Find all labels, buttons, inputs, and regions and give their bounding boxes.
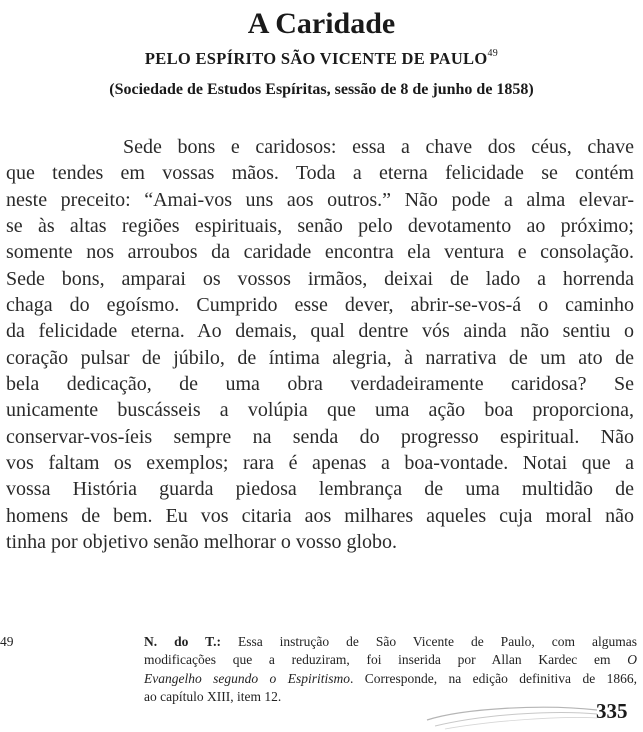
footnote-reference: 49	[487, 47, 499, 59]
body-line: bela dedicação, de uma obra verdadeiramente caridosa? Se	[6, 373, 634, 396]
body-line: chaga do egoísmo. Cumprido esse dever, abrir-se-vos-á o caminho	[6, 294, 634, 317]
body-line: Sede bons, amparai os vossos irmãos, deixai de lado a horrenda	[6, 267, 634, 290]
footnote-label: N. do T.:	[144, 634, 221, 649]
footnote-number: 49	[0, 634, 14, 649]
footnote-text: Essa instrução de São Vicente de Paulo, com algumas	[220, 634, 637, 649]
body-line: tinha por objetivo senão melhorar o vosso globo.	[6, 531, 398, 554]
session-note: (Sociedade de Estudos Espíritas, sessão de 8 de junho de 1858)	[109, 81, 534, 98]
footnote-line	[144, 670, 637, 688]
footnote-text: . Corresponde, na edição definitiva de 1866,	[349, 670, 637, 686]
footnote-book-title: Evangelho segundo o Espiritismo	[144, 670, 350, 686]
footnote-book-title: O	[627, 652, 637, 668]
body-line: coração pulsar de júbilo, de íntima alegria, à narrativa de um ato de	[6, 346, 634, 369]
footnote	[0, 633, 637, 707]
page-number: 335	[596, 699, 628, 723]
body-line: vossa História guarda piedosa lembrança de uma multidão de	[6, 478, 634, 501]
footnote-line	[144, 633, 637, 651]
body-line: homens de bem. Eu vos citaria aos milhares aqueles cuja moral não	[6, 504, 634, 527]
footnote-line	[144, 651, 637, 669]
body-line: se às altas regiões espirituais, senão pelo devotamento ao próximo;	[6, 215, 634, 238]
decorative-swirl	[425, 700, 600, 730]
body-line: neste preceito: “Amai-vos uns aos outros.” Não pode a alma elevar-	[6, 188, 634, 211]
body-line: Sede bons e caridosos: essa a chave dos céus, chave	[123, 136, 634, 158]
body-line: que tendes em vossas mãos. Toda a eterna felicidade se contém	[6, 162, 634, 185]
body-line: somente nos arroubos da caridade encontra ela ventura e consolação.	[6, 241, 634, 264]
chapter-title: A Caridade	[247, 7, 396, 40]
body-line: vos faltam os exemplos; rara é apenas a boa-vontade. Notai que a	[6, 452, 634, 475]
footnote-line: ao capítulo XIII, item 12.	[144, 689, 282, 705]
footnote-text: modificações que a reduziram, foi inserida por Allan Kardec em	[144, 652, 628, 668]
body-text	[6, 134, 634, 556]
body-line: unicamente buscásseis a volúpia que uma ação boa proporciona,	[6, 399, 634, 422]
body-line: da felicidade eterna. Ao demais, qual dentre vós ainda não sentiu o	[6, 320, 634, 343]
body-line: conservar-vos-íeis sempre na senda do progresso espiritual. Não	[6, 425, 634, 448]
subtitle-text: PELO ESPÍRITO SÃO VICENTE DE PAULO	[144, 49, 488, 68]
chapter-subtitle	[0, 48, 643, 70]
